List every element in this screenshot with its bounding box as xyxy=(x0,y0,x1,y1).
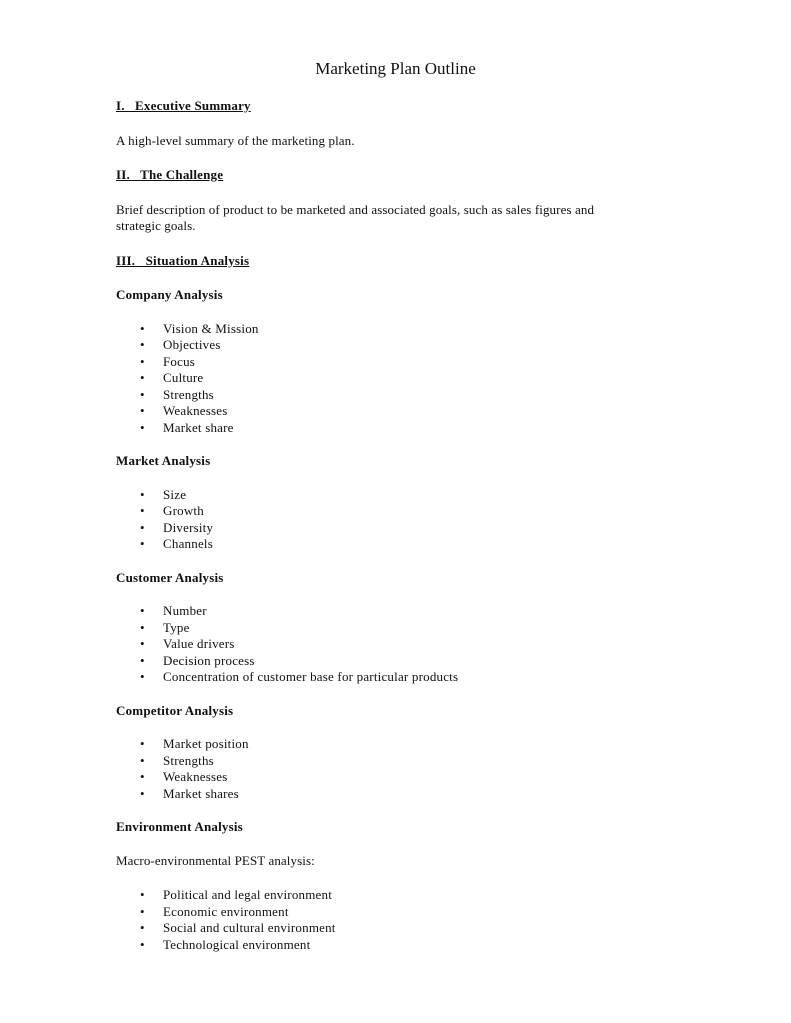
market-analysis-list xyxy=(116,487,676,553)
list-item-text: Market position xyxy=(163,736,249,751)
bullet-icon: • xyxy=(140,503,145,518)
list-item-text: Strengths xyxy=(163,386,214,402)
list-item xyxy=(116,904,676,921)
bullet-icon: • xyxy=(140,920,145,935)
bullet-icon: • xyxy=(140,353,145,369)
executive-summary-text: A high-level summary of the marketing plan. xyxy=(116,132,355,148)
list-item-text: Type xyxy=(163,619,190,635)
list-item xyxy=(116,520,676,537)
list-item-text: Focus xyxy=(163,353,196,369)
list-item xyxy=(116,937,676,954)
subheading-market-analysis: Market Analysis xyxy=(116,453,211,468)
subheading-competitor-analysis: Competitor Analysis xyxy=(116,702,234,718)
list-item xyxy=(116,786,676,803)
list-item-text: Economic environment xyxy=(163,903,289,919)
list-item xyxy=(116,669,676,686)
bullet-icon: • xyxy=(140,785,145,801)
list-item xyxy=(116,420,676,437)
bullet-icon: • xyxy=(140,652,145,668)
list-item-text: Culture xyxy=(163,370,204,385)
bullet-icon: • xyxy=(140,936,145,952)
bullet-icon: • xyxy=(140,486,145,502)
list-item xyxy=(116,753,676,770)
list-item xyxy=(116,920,676,937)
list-item xyxy=(116,370,676,387)
list-item-text: Size xyxy=(163,486,187,502)
bullet-icon: • xyxy=(140,320,145,336)
list-item xyxy=(116,337,676,354)
bullet-icon: • xyxy=(140,419,145,435)
subheading-customer-analysis: Customer Analysis xyxy=(116,569,224,585)
list-item-text: Vision & Mission xyxy=(163,320,259,336)
challenge-text-line-2: strategic goals. xyxy=(116,218,196,233)
competitor-analysis-list xyxy=(116,736,676,802)
bullet-icon: • xyxy=(140,370,145,385)
list-item-text: Value drivers xyxy=(163,636,235,651)
list-item-text: Weaknesses xyxy=(163,769,228,784)
list-item-text: Market shares xyxy=(163,785,239,801)
bullet-icon: • xyxy=(140,619,145,635)
subheading-environment-analysis: Environment Analysis xyxy=(116,819,243,834)
list-item xyxy=(116,536,676,553)
section-heading-executive-summary: I. Executive Summary xyxy=(116,98,251,113)
environment-analysis-list xyxy=(116,887,676,953)
bullet-icon: • xyxy=(140,903,145,919)
environment-analysis-intro: Macro-environmental PEST analysis: xyxy=(116,852,315,868)
list-item xyxy=(116,636,676,653)
list-item-text: Technological environment xyxy=(163,936,311,952)
bullet-icon: • xyxy=(140,752,145,768)
list-item-text: Concentration of customer base for particular products xyxy=(163,669,459,684)
list-item xyxy=(116,603,676,620)
bullet-icon: • xyxy=(140,603,145,618)
list-item xyxy=(116,403,676,420)
list-item xyxy=(116,503,676,520)
list-item xyxy=(116,321,676,338)
list-item-text: Weaknesses xyxy=(163,403,228,418)
section-heading-challenge: II. The Challenge xyxy=(116,167,224,182)
bullet-icon: • xyxy=(140,519,145,535)
bullet-icon: • xyxy=(140,669,145,684)
list-item-text: Diversity xyxy=(163,519,214,535)
list-item xyxy=(116,653,676,670)
list-item xyxy=(116,487,676,504)
list-item xyxy=(116,620,676,637)
bullet-icon: • xyxy=(140,769,145,784)
document-body xyxy=(116,98,676,970)
challenge-text-line-1: Brief description of product to be marketed and associated goals, such as sales figures and xyxy=(116,201,595,217)
bullet-icon: • xyxy=(140,736,145,751)
section-heading-situation-analysis: III. Situation Analysis xyxy=(116,252,250,268)
customer-analysis-list xyxy=(116,603,676,686)
list-item-text: Social and cultural environment xyxy=(163,920,336,935)
list-item-text: Political and legal environment xyxy=(163,887,333,902)
subheading-company-analysis: Company Analysis xyxy=(116,287,223,302)
bullet-icon: • xyxy=(140,403,145,418)
bullet-icon: • xyxy=(140,887,145,902)
list-item-text: Market share xyxy=(163,419,234,435)
page-title: Marketing Plan Outline xyxy=(315,59,476,78)
list-item-text: Number xyxy=(163,603,207,618)
bullet-icon: • xyxy=(140,337,145,352)
list-item-text: Channels xyxy=(163,536,213,551)
list-item-text: Strengths xyxy=(163,752,214,768)
list-item xyxy=(116,769,676,786)
list-item xyxy=(116,887,676,904)
list-item-text: Objectives xyxy=(163,337,221,352)
list-item xyxy=(116,736,676,753)
bullet-icon: • xyxy=(140,636,145,651)
challenge-text xyxy=(116,202,676,235)
list-item-text: Growth xyxy=(163,503,204,518)
list-item-text: Decision process xyxy=(163,652,255,668)
bullet-icon: • xyxy=(140,386,145,402)
list-item xyxy=(116,387,676,404)
bullet-icon: • xyxy=(140,536,145,551)
list-item xyxy=(116,354,676,371)
company-analysis-list xyxy=(116,321,676,437)
